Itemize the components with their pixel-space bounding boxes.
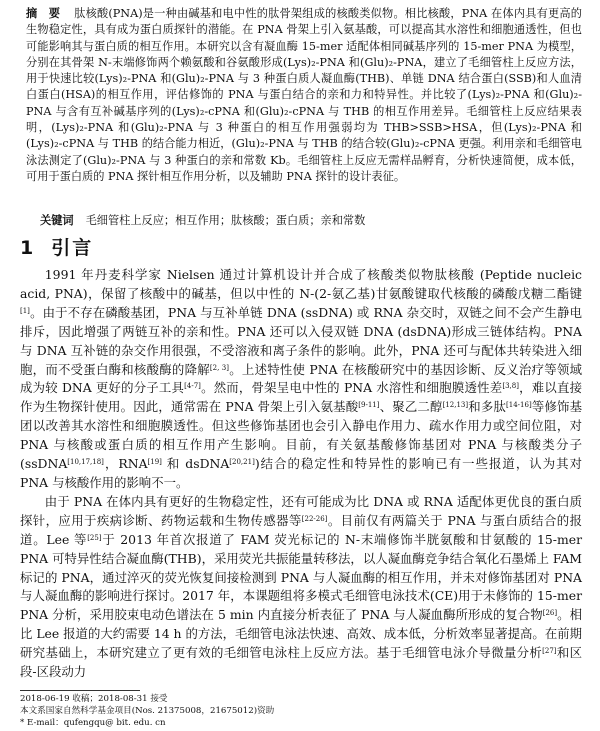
text-run: 1991 年丹麦科学家 Nielsen 通过计算机设计并合成了核酸类似物肽核酸 (Peptide nucleic acid, PNA)，保留了核酸中的碱基，但以中性的 N-(2-氨乙基)甘氨酸键取代核酸的磷酸戊糖二酯键	[20, 267, 582, 301]
footnote-received: 2018-06-19 收稿；2018-08-31 接受	[20, 694, 168, 704]
text-run: 等修饰基团以改善其水溶性和细胞膜透性。但这些修饰基团也会引入静电作用力、疏水作用力或空间位阻，对 PNA 与核酸或蛋白质的相互作用产生影响。目前，有关氨基酸修饰基团对 PNA 与核酸类分子(ssDNA	[20, 399, 583, 472]
paragraph-2	[20, 493, 582, 682]
text-run: 、聚乙二醇	[379, 399, 443, 415]
text-run: ，RNA	[103, 456, 148, 472]
keywords-text: 毛细管柱上反应；相互作用；肽核酸；蛋白质；亲和常数	[85, 214, 366, 227]
section-heading	[20, 236, 93, 260]
footnote-funding: 本文系国家自然科学基金项目(Nos. 21375008，21675012)资助	[20, 706, 275, 716]
citation: [14-16]	[506, 401, 532, 410]
keywords	[40, 213, 580, 229]
text-run: 由于 PNA 在体内具有更好的生物稳定性，还有可能成为比 DNA 或 RNA 适配体更优良的蛋白质探针，应用于疾病诊断、药物运载和生物传感器等	[20, 493, 582, 528]
text-run: 和多肽	[468, 399, 507, 415]
citation: [12,13]	[442, 401, 469, 410]
text-run: )结合的稳定性和特异性的影响已有一些报道，认为其对 PNA 与核酸作用的影响不一。	[20, 456, 582, 490]
citation: [26]	[542, 609, 558, 618]
abstract-label: 摘 要	[26, 7, 61, 20]
text-run: 和区段-区段动力	[20, 645, 583, 680]
text-run: 于 2013 年首次报道了 FAM 荧光标记的 N-末端修饰半胱氨酸和甘氨酸的 15-mer PNA 可特异性结合凝血酶(THB)，采用荧光共振能量转移法，以人凝血酶竞争结合氧化石墨烯上 FAM 标记的 PNA，通过淬灭的荧光恢复间接检测到 PNA 与人凝血酶的相互作用，并未对修饰基团对 PNA 与人凝血酶的影响进行探讨。2017 年，本课题组将多模式毛细管电泳技术(CE)用于未修饰的 15-mer PNA 分析，采用胶束电动色谱法在 5 min 内直接分析表征了 PNA 与人凝血酶所形成的复合物	[20, 531, 582, 623]
citation: [9-11]	[358, 401, 380, 410]
section-title: 引言	[51, 237, 94, 259]
citation: [20,21]	[229, 458, 255, 467]
citation: [10,17,18]	[67, 458, 104, 467]
text-run: 。然而，骨架呈电中性的 PNA 水溶性和细胞膜透性差	[200, 380, 503, 396]
abstract-text: 肽核酸(PNA)是一种由碱基和电中性的肽骨架组成的核酸类似物。相比核酸，PNA 在体内具有更高的生物稳定性，具有成为蛋白质探针的潜能。在 PNA 骨架上引入氨基酸，可以提高其水溶性和细胞通透性，但也可能影响其与蛋白质的相互作用。本研究以含有凝血酶 15-mer 适配体相同碱基序列的 15-mer PNA 为模型，分别在其骨架 N-末端修饰两个赖氨酸和谷氨酸形成(Lys)₂-PNA 和(Glu)₂-PNA，建立了毛细管柱上反应方法，用于快速比较(Lys)₂-PNA 和(Glu)₂-PNA 与 3 种蛋白质人凝血酶(THB)、单链 DNA 结合蛋白(SSB)和人血清白蛋白(HSA)的相互作用，评估修饰的 PNA 与蛋白结合的亲和力和特异性。并比较了(Lys)₂-PNA 和(Glu)₂-PNA 与含有互补碱基序列的(Lys)₂-cPNA 和(Glu)₂-cPNA 与 THB 的相互作用差异。毛细管柱上反应结果表明，(Lys)₂-PNA 和(Glu)₂-PNA 与 3 种蛋白的相互作用强弱均为 THB>SSB>HSA，但(Lys)₂-PNA 和(Lys)₂-cPNA 与 THB 的结合能力相近，(Glu)₂-PNA 与 THB 的结合较(Glu)₂-cPNA 更强。利用亲和毛细管电泳法测定了(Glu)₂-PNA 与 3 种蛋白的亲和常数 Kb。毛细管柱上反应无需样品孵育，分析快速简便，成本低，可用于蛋白质的 PNA 探针相互作用分析，以及辅助 PNA 探针的设计表征。	[26, 7, 582, 183]
text-run: 。相比 Lee 报道的大约需要 14 h 的方法，毛细管电泳法快速、高效、成本低，分析效率显著提高。在前期研究基础上，本研究建立了更有效的毛细管电泳柱上反应方法。基于毛细管电泳介导微量分析	[20, 607, 582, 661]
citation: [25]	[87, 533, 102, 542]
citation: [2, 3]	[209, 363, 229, 372]
body-text	[20, 266, 582, 682]
citation: [3,8]	[502, 382, 519, 391]
citation: [27]	[542, 647, 557, 656]
text-run: 。目前仅有两篇关于 PNA 与蛋白质结合的报道。Lee 等	[20, 512, 582, 547]
citation: [4-7]	[184, 382, 201, 391]
citation: [1]	[20, 306, 30, 315]
text-run: ，难以直接作为生物探针使用。因此，通常需在 PNA 骨架上引入氨基酸	[20, 380, 582, 415]
paragraph-1	[20, 266, 582, 493]
citation: [22-26]	[301, 514, 328, 523]
footnote-email: * E-mail：qufengqu@ bit. edu. cn	[20, 718, 166, 728]
footnote-divider	[20, 690, 140, 691]
text-run: 。由于不存在磷酸基团，PNA 与互补单链 DNA (ssDNA) 或 RNA 杂交时，双链之间不会产生静电排斥，因此增强了两链互补的亲和性。PNA 还可以入侵双链 DNA (dsDNA)形成三链体结构。PNA 与 DNA 互补链的杂交作用很强，不受溶液和离子条件的影响。此外，PNA 还可与配体共转染进入细胞，而不受蛋白酶和核酸酶的降解	[20, 304, 582, 377]
citation: [19]	[147, 458, 162, 467]
text-run: 和 dsDNA	[161, 456, 230, 472]
text-run: 。上述特性使 PNA 在核酸研究中的基因诊断、反义治疗等领域成为较 DNA 更好的分子工具	[20, 361, 582, 396]
section-number: 1	[20, 237, 36, 259]
footnotes	[20, 693, 580, 729]
abstract	[26, 6, 582, 185]
keywords-label: 关键词	[40, 214, 74, 227]
